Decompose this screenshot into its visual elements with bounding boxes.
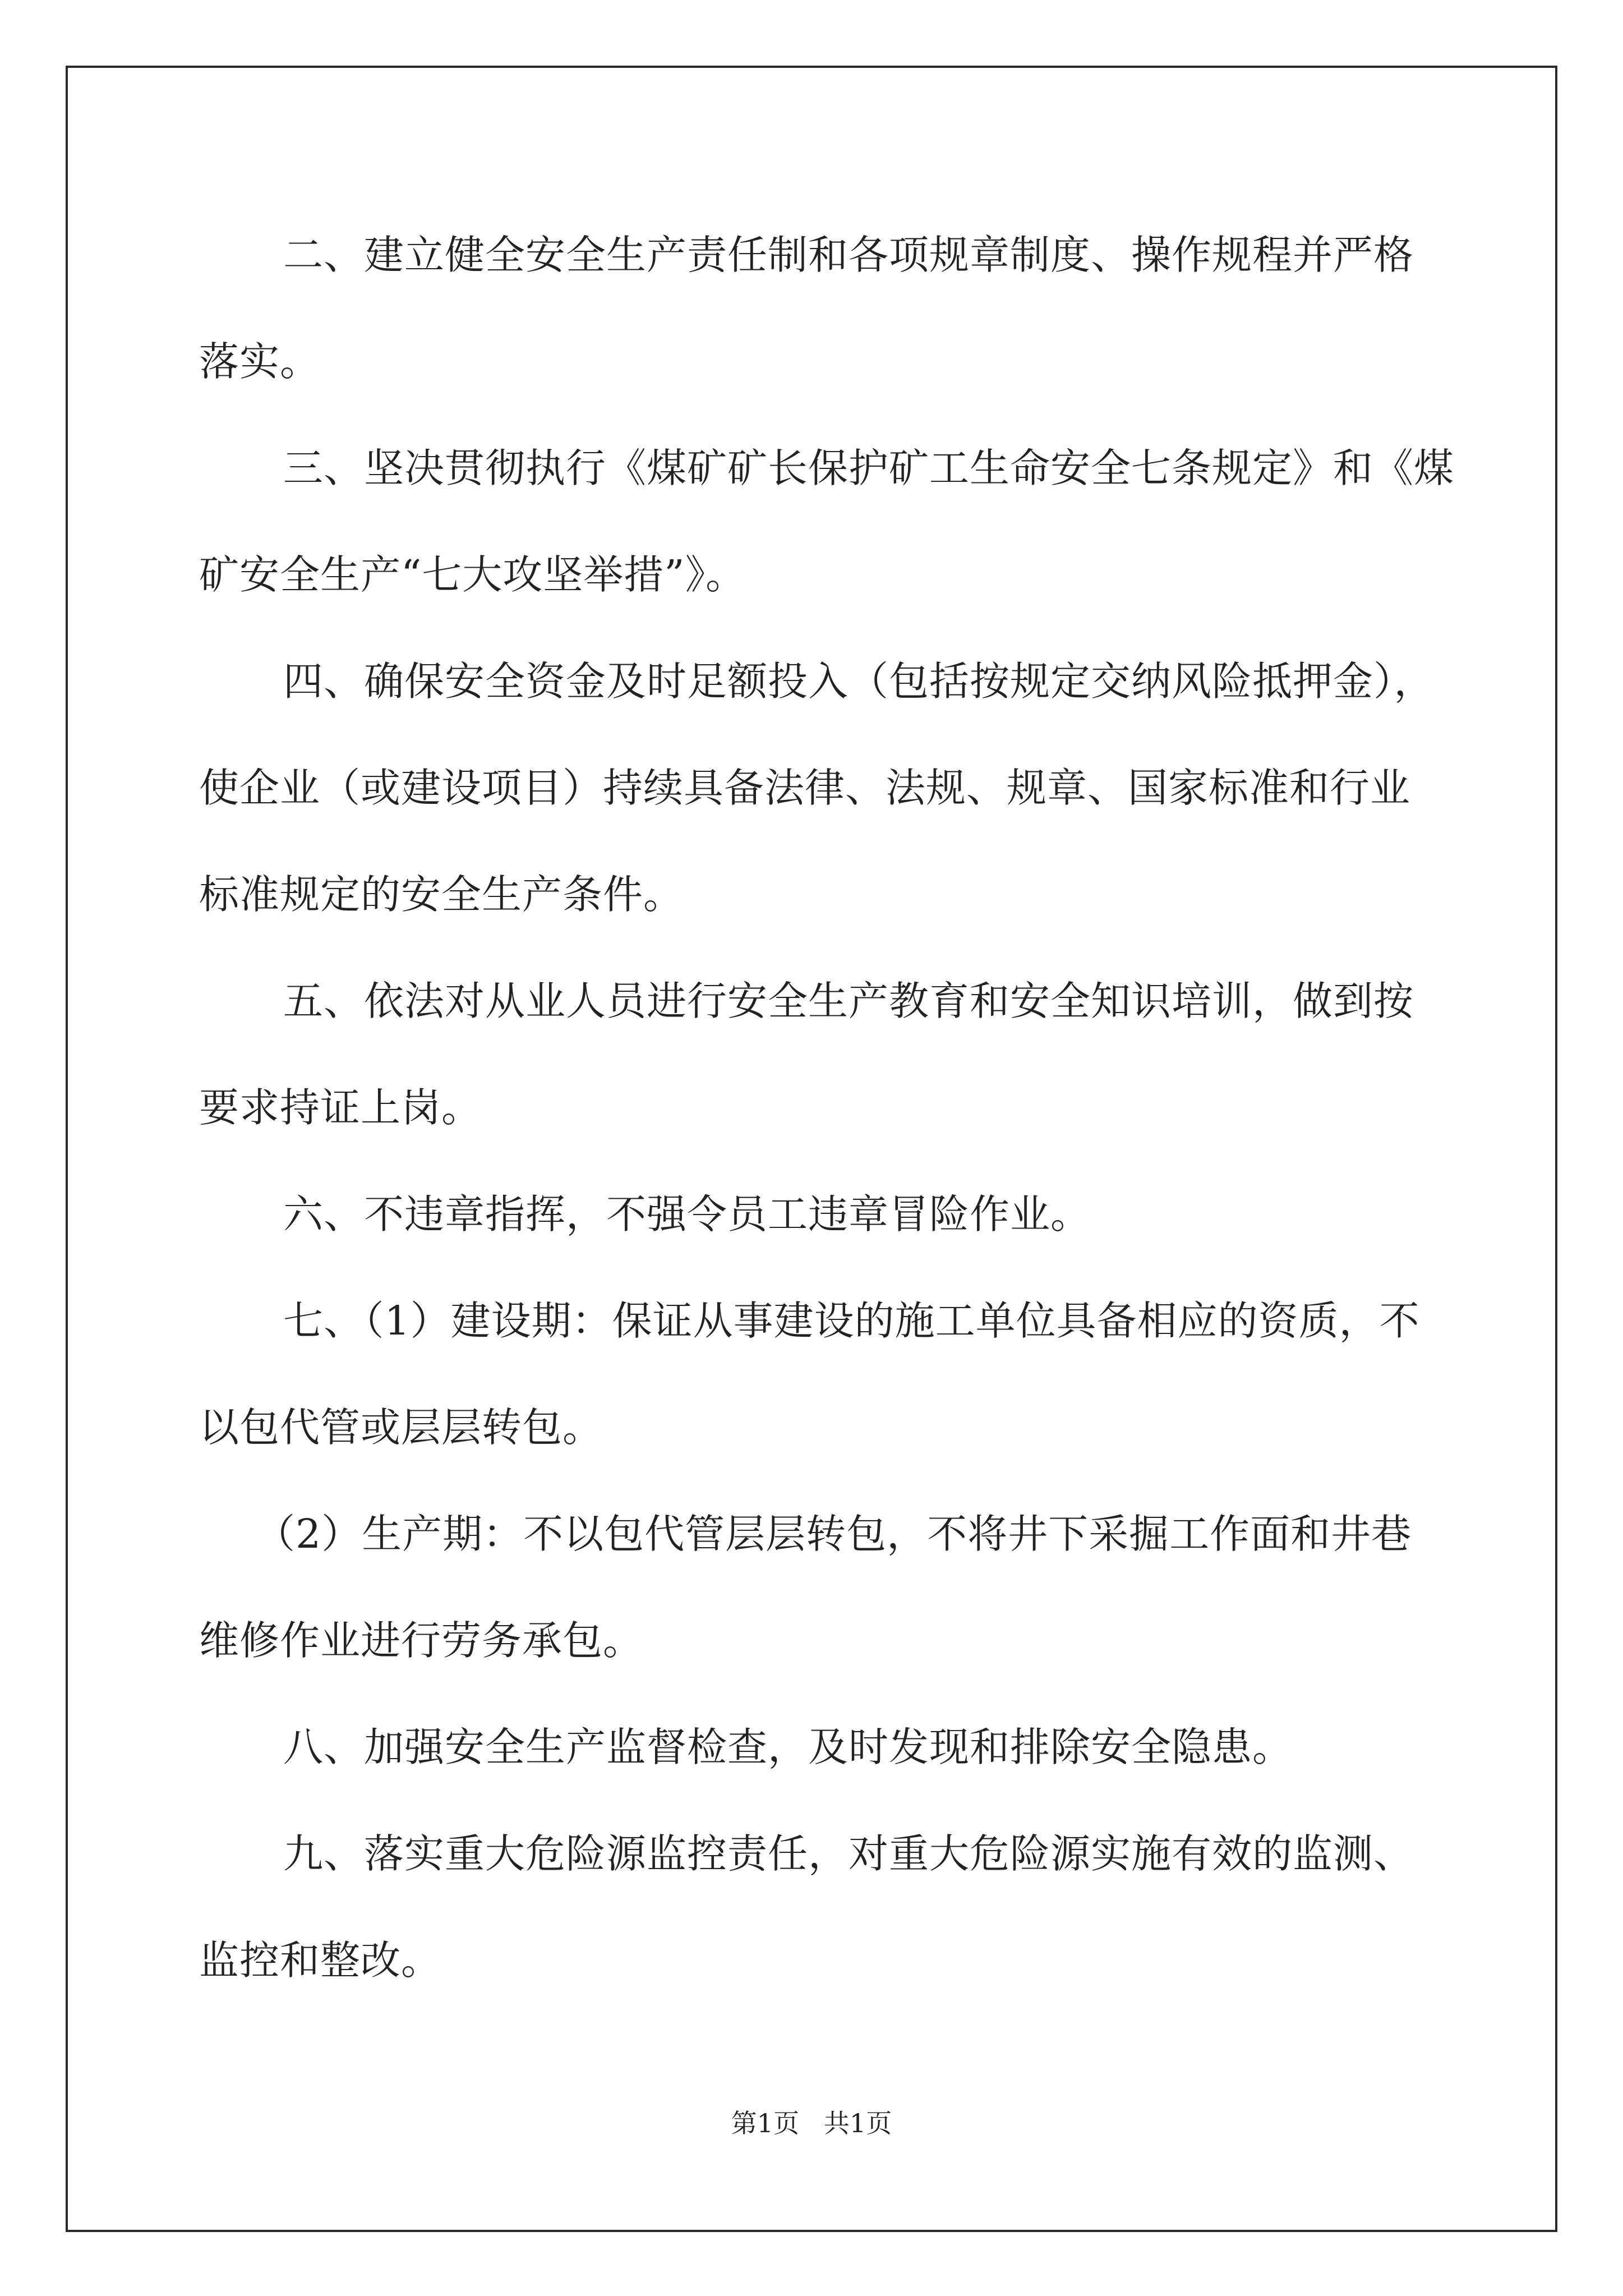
page-number-footer: 第1页 共1页 (731, 2108, 892, 2138)
paragraph-9-line-2: 监控和整改。 (199, 1937, 442, 1984)
document-body (199, 202, 1455, 2014)
paragraph-4-line-1: 四、确保安全资金及时足额投入（包括按规定交纳风险抵押金）， (283, 658, 1435, 705)
paragraph-3-line-2: 矿安全生产“七大攻坚举措”》。 (199, 551, 746, 598)
paragraph-5-line-1: 五、依法对从业人员进行安全生产教育和安全知识培训，做到按 (283, 978, 1414, 1024)
paragraph-8-line-1: 八、加强安全生产监督检查，及时发现和排除安全隐患。 (283, 1724, 1293, 1770)
paragraph-7-line-1: 七、（1）建设期：保证从事建设的施工单位具备相应的资质，不 (283, 1297, 1420, 1344)
paragraph-9-line-1: 九、落实重大危险源监控责任，对重大危险源实施有效的监测、 (283, 1830, 1414, 1877)
paragraph-4-line-2: 使企业（或建设项目）持续具备法律、法规、规章、国家标准和行业 (199, 765, 1411, 811)
paragraph-2-line-1: 二、建立健全安全生产责任制和各项规章制度、操作规程并严格 (283, 232, 1414, 278)
paragraph-2-line-2: 落实。 (199, 338, 321, 385)
paragraph-6-line-1: 六、不违章指挥，不强令员工违章冒险作业。 (283, 1191, 1091, 1237)
paragraph-3-line-1: 三、坚决贯彻执行《煤矿矿长保护矿工生命安全七条规定》和《煤 (283, 445, 1455, 491)
paragraph-7b-line-1: （2）生产期：不以包代管层层转包，不将井下采掘工作面和井巷 (255, 1511, 1412, 1557)
paragraph-7b-line-2: 维修作业进行劳务承包。 (199, 1617, 644, 1664)
paragraph-7-line-2: 以包代管或层层转包。 (199, 1404, 603, 1451)
paragraph-4-line-3: 标准规定的安全生产条件。 (199, 871, 684, 918)
paragraph-5-line-2: 要求持证上岗。 (199, 1084, 482, 1131)
